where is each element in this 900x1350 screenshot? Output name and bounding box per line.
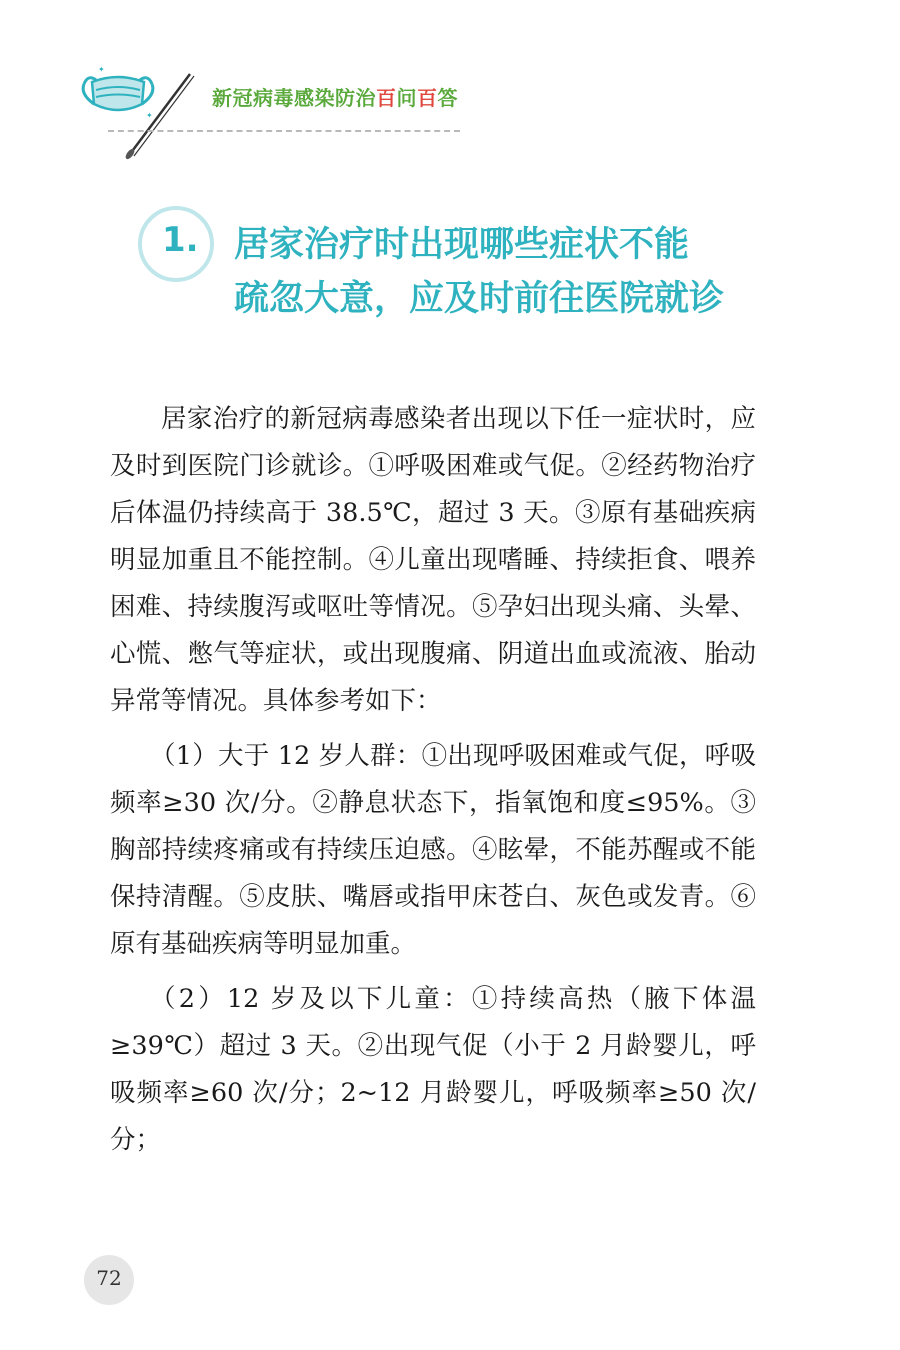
header-divider [108, 130, 460, 132]
question-title-line: 居家治疗时出现哪些症状不能 [234, 225, 690, 265]
paragraph: （2）12 岁及以下儿童：①持续高热（腋下体温≥39℃）超过 3 天。②出现气促（小于 2 月龄婴儿，呼吸频率≥60 次/分；2~12 月龄婴儿，呼吸频率≥50 次/分； [110, 984, 756, 1155]
paragraph: （1）大于 12 岁人群：①出现呼吸困难或气促，呼吸频率≥30 次/分。②静息状态下，指氧饱和度≤95%。③胸部持续疼痛或有持续压迫感。④眩晕，不能苏醒或不能保持清醒。⑤皮肤、嘴唇或指甲床苍白、灰色或发青。⑥原有基础疾病等明显加重。 [110, 741, 756, 959]
question-title-line: 疏忽大意，应及时前往医院就诊 [234, 279, 725, 319]
question-title [234, 218, 754, 326]
book-title: 新冠病毒感染防治百问百答 [212, 86, 458, 110]
paragraph: 居家治疗的新冠病毒感染者出现以下任一症状时，应及时到医院门诊就诊。①呼吸困难或气促。②经药物治疗后体温仍持续高于 38.5℃，超过 3 天。③原有基础疾病明显加重且不能控制。④儿童出现嗜睡、持续拒食、喂养困难、持续腹泻或呕吐等情况。⑤孕妇出现头痛、头晕、心慌、憋气等症状，或出现腹痛、阴道出血或流液、胎动异常等情况。具体参考如下： [110, 404, 756, 716]
page-header [0, 0, 900, 170]
question-number: 1. [162, 220, 199, 260]
svg-text:✦: ✦ [98, 65, 105, 74]
page-number: 72 [96, 1266, 122, 1290]
svg-text:✦: ✦ [146, 111, 153, 120]
swab-icon [118, 70, 198, 160]
answer-body [110, 396, 756, 1164]
